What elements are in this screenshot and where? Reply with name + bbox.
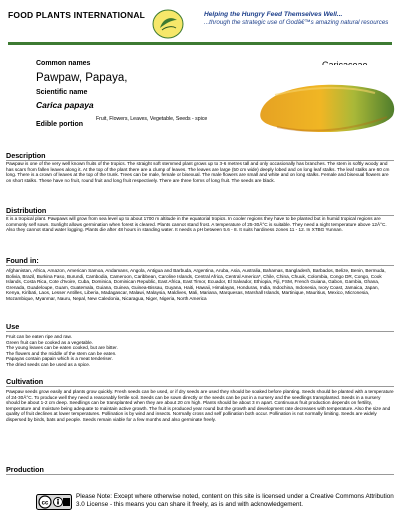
section-title-use: Use (6, 322, 20, 331)
tagline-main: Helping the Hungry Feed Themselves Well... (204, 11, 343, 18)
scientific-name-value: Carica papaya (36, 100, 94, 110)
tagline-sub: ...through the strategic use of Godâ€™s amazing natural resources (204, 19, 389, 26)
section-title-found-in: Found in: (6, 256, 39, 265)
section-title-description: Description (6, 151, 46, 160)
use-item: The flowers and the middle of the stem can be eaten. (6, 350, 117, 356)
section-title-production: Production (6, 465, 44, 474)
section-divider (6, 474, 394, 475)
use-item: Fruit can be eaten ripe and raw. (6, 334, 72, 339)
site-tagline (204, 11, 394, 27)
section-title-distribution: Distribution (6, 206, 47, 215)
site-header (8, 8, 392, 40)
food-plants-logo-icon (151, 8, 185, 40)
section-title-cultivation: Cultivation (6, 377, 44, 386)
common-names-value: Pawpaw, Papaya, (36, 72, 128, 84)
use-item: The young leaves can be eaten cooked, but are bitter. (6, 345, 118, 350)
section-text-distribution: It is a tropical plant. Pawpaws will grow from sea level up to about 1700 m altitude in the equatorial tropics. In cooler regions they have to be planted but in humid tropical regions are commonly self sown. Sunlight allows germination when forest is cleared. Plants cannot stand frost. A temperature of 25-30Â°C is suitable. They need a night temperature above 12Â°C. Also they cannot stand water logging. Plants die after 48 hours in standing water. It needs a pH between 5.6 - 8. It suits hardiness zones 11 - 12. In XTBG Yunnan. (6, 216, 387, 232)
creative-commons-badge-icon[interactable] (36, 494, 72, 510)
edible-portion-label: Edible portion (36, 121, 84, 128)
use-item: Green fruit can be cooked as a vegetable. (6, 339, 94, 345)
section-text-found-in: Afghanistan, Africa, Amazon, American Samoa, Andamans, Angola, Antigua and Barbuda, Argentina, Aruba, Asia, Australia, Bahamas, Bangladesh, Barbados, Belize, Benin, Bermuda, Bolivia, Brazil, Burkina Faso, Burundi, Cambodia, Cameroon, Caribbean, Caroline Islands, Central Africa, Central America*, Chile, China, Chuuk, Colombia, Congo DR, Congo, Cook Islands, Costa Rica, Cote d'Ivoire, Cuba, Dominica, Dominican Republic, East Africa, East Timor, Ecuador, El Salvador, Ethiopia, Fiji, FSM, French Guiana, Gabon, Gambia, Ghana, Grenada, Guadeloupe, Guam, Guatemala, Guiana, Guinea, Guinea-Bissau, Guyana, Haiti, Hawaii, Himalayas, Honduras, India, Indochina, Indonesia, Ivory Coast, Jamaica, Japan, Kenya, Kiribati, Laos, Lesser Antilles, Liberia, Madagascar, Malawi, Malaysia, Maldives, Mali, Mariana, Marquesas, Marshall Islands, Martinique, Mauritius, Mexico, Micronesia, Mozambique, Myanmar, Nauru, Nepal, New Caledonia, Nicaragua, Niger, Nigeria, North America (6, 268, 386, 301)
section-text-description: Pawpaw is one of the very well known fruits of the tropics. The straight soft stemmed plant grows up to 3-6 metres tall and only occasionally has branches. The stem is softly woody and has scars from fallen leaves along it. At the top of the plant there are a clump of leaves. The leaves are large (50 cm wide) deeply lobed and on long leaf stalks. The leaf stalks are 60 cm long. There is a crown of leaves at the top of the trunk. Trees can be male, female or bisexual. The male flowers are small and white and on long stalks. Female and bisexual flowers are on short stalks. These have no fruit, round fruit and long fruit respectively. There are three forms of long fruit. The seeds are black. (6, 161, 390, 183)
common-names-label: Common names (36, 60, 91, 67)
license-text: Please Note: Except where otherwise noted, content on this site is licensed under a Creative Commons Attribution 3.0 License - this means you can share it freely, as is and with acknowledgement. (76, 493, 394, 508)
use-item: The dried seeds can be used as a spice. (6, 361, 91, 367)
section-divider (6, 265, 394, 266)
section-divider (6, 386, 394, 387)
site-brand: FOOD PLANTS INTERNATIONAL (8, 10, 146, 20)
scientific-name-label: Scientific name (36, 89, 88, 96)
cc-badge-text: cc (41, 500, 49, 507)
papaya-photo (255, 65, 399, 145)
section-text-cultivation: Pawpaw seeds grow easily and plants grow quickly. Fresh seeds can be used, or if dry seeds are used they should be soaked before planting. Seeds should be planted with a temperature of 24-30Â°C. To produce well they need a reasonably fertile soil. Seeds can be sown directly or the seeds can be put in a nursery and the seedlings transplanted. Seeds in a nursery should be about 1-2 cm deep. Seedlings can be transplanted when they are about 20 cm high. Plants should be about 3 m apart. Continuous fruit production depends on fertility, temperature and moisture being adequate to maintain active growth. The fruit is produced year round but the growth and development rate decreases with temperature. Also the size and quality of fruit declines at lower temperatures. Pollination is by wind and insects. Normally cross and self pollination both occur. Pollination is not normally limiting. Seeds are widely dispersed by birds, bats and people. Seeds remain viable for a few months and also germinate freely. (6, 389, 394, 422)
use-item: Papayas contain papain which is a meat tenderiser. (6, 356, 113, 361)
edible-portion-value: Fruit, Flowers, Leaves, Vegetable, Seeds - spice (96, 116, 208, 122)
section-list-use (6, 334, 394, 367)
header-divider (8, 42, 392, 45)
section-divider (6, 331, 394, 332)
